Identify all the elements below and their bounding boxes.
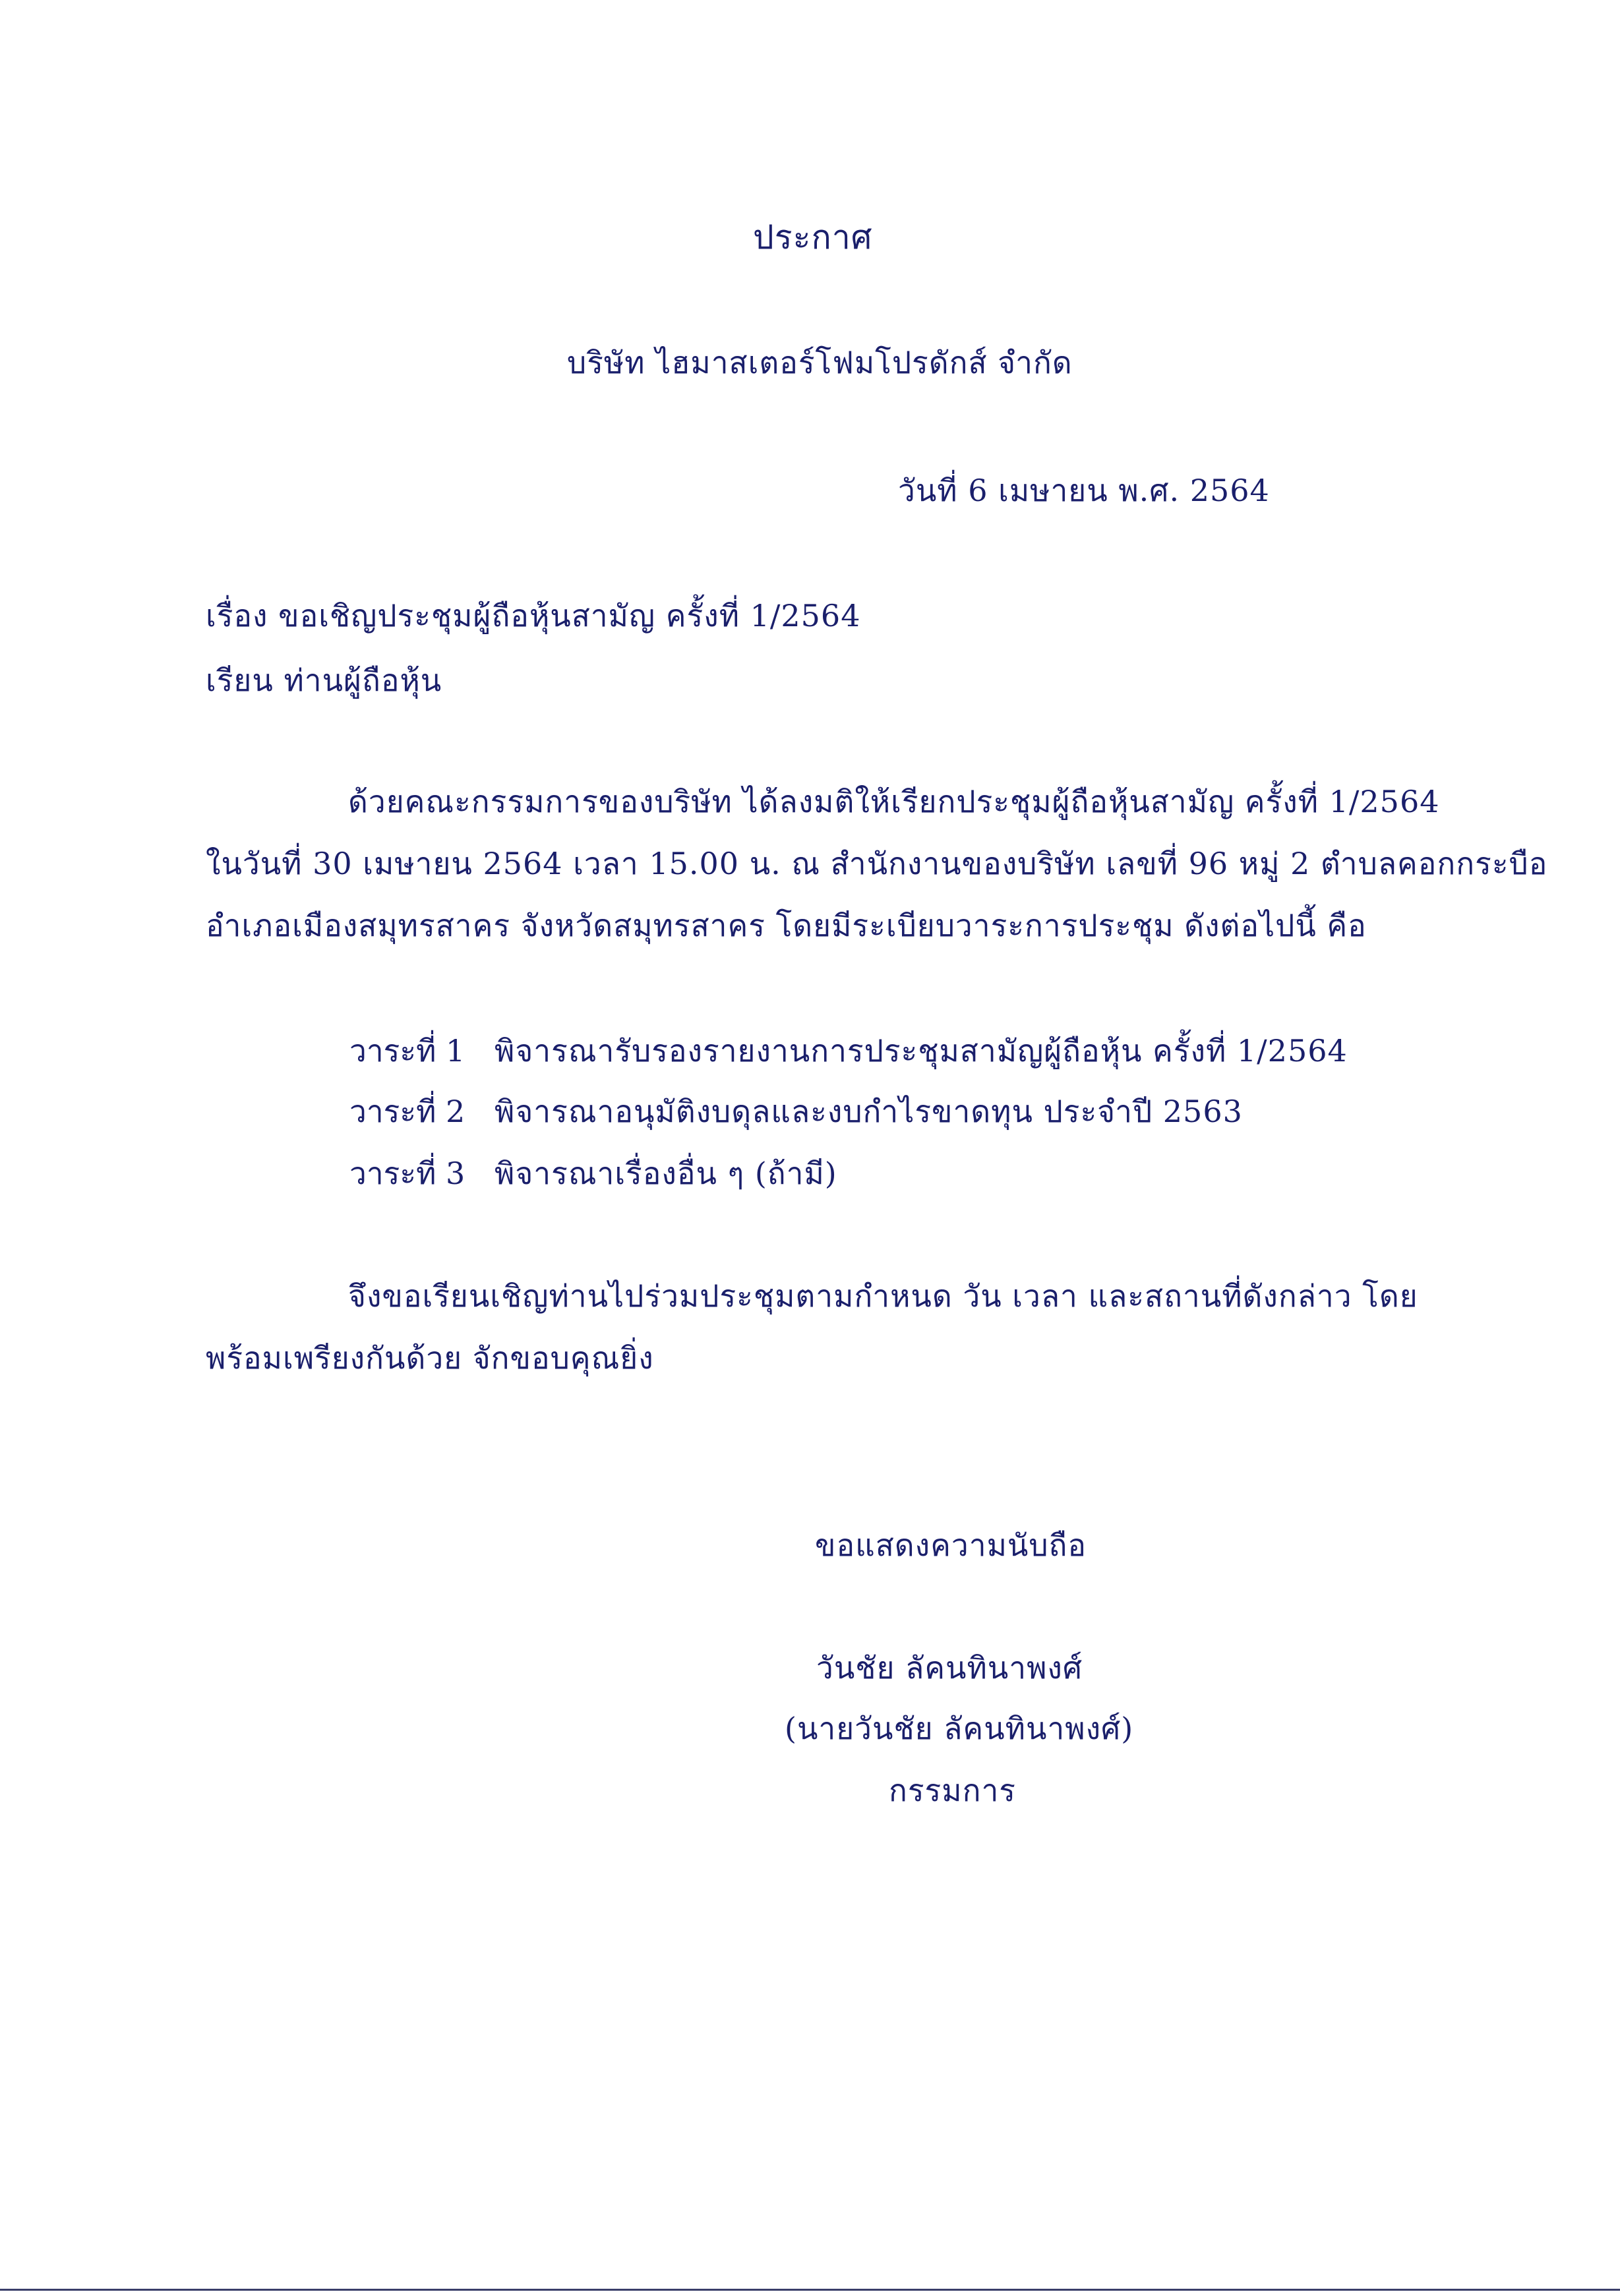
document-title: ประกาศ	[753, 218, 873, 256]
agenda-item-label: วาระที่ 2	[349, 1094, 465, 1129]
subject-line: เรื่อง ขอเชิญประชุมผู้ถือหุ้นสามัญ ครั้งที่ 1/2564	[206, 598, 861, 633]
closing-line: พร้อมเพรียงกันด้วย จักขอบคุณยิ่ง	[206, 1340, 654, 1376]
company-name: บริษัท ไฮมาสเตอร์โฟมโปรดักส์ จำกัด	[567, 345, 1073, 380]
body-line: ด้วยคณะกรรมการของบริษัท ได้ลงมติให้เรียกประชุมผู้ถือหุ้นสามัญ ครั้งที่ 1/2564	[348, 784, 1440, 819]
agenda-item-label: วาระที่ 1	[349, 1033, 465, 1069]
signature: วันชัย ลัคนทินาพงศ์	[816, 1650, 1083, 1686]
agenda-item-text: พิจารณารับรองรายงานการประชุมสามัญผู้ถือหุ้น ครั้งที่ 1/2564	[495, 1033, 1348, 1069]
signer-name: (นายวันชัย ลัคนทินาพงศ์)	[785, 1711, 1134, 1746]
agenda-item-text: พิจารณาเรื่องอื่น ๆ (ถ้ามี)	[495, 1156, 837, 1191]
sign-off: ขอแสดงความนับถือ	[815, 1527, 1087, 1563]
body-line: ในวันที่ 30 เมษายน 2564 เวลา 15.00 น. ณ สำนักงานของบริษัท เลขที่ 96 หมู่ 2 ตำบลคอกกระบือ	[206, 846, 1548, 881]
signer-title: กรรมการ	[889, 1773, 1016, 1808]
addressee-line: เรียน ท่านผู้ถือหุ้น	[206, 662, 442, 698]
closing-line: จึงขอเรียนเชิญท่านไปร่วมประชุมตามกำหนด วัน เวลา และสถานที่ดังกล่าว โดย	[348, 1278, 1418, 1314]
agenda-item-text: พิจารณาอนุมัติงบดุลและงบกำไรขาดทุน ประจำปี 2563	[495, 1094, 1243, 1129]
body-line: อำเภอเมืองสมุทรสาคร จังหวัดสมุทรสาคร โดยมีระเบียบวาระการประชุม ดังต่อไปนี้ คือ	[206, 908, 1367, 943]
document-date: วันที่ 6 เมษายน พ.ศ. 2564	[898, 473, 1270, 508]
scan-edge-line	[0, 2289, 1620, 2291]
agenda-item-label: วาระที่ 3	[349, 1156, 465, 1191]
